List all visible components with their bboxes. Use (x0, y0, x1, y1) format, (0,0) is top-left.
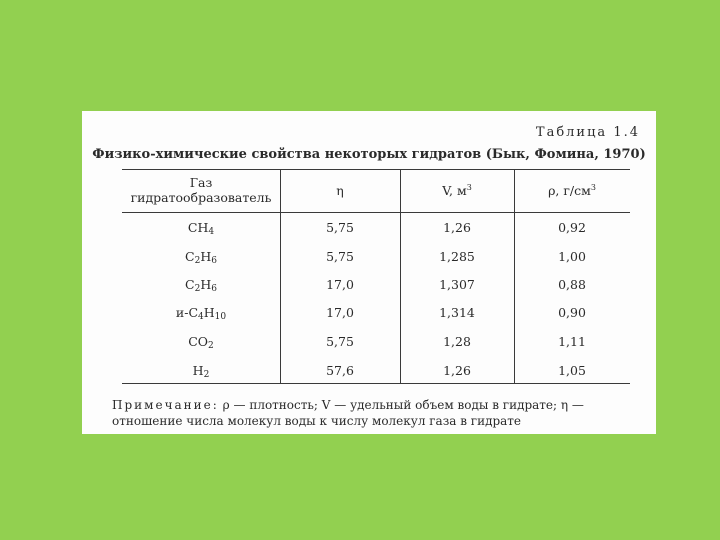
table-cell-gas (122, 363, 280, 380)
formula-subscript: 4 (198, 312, 204, 322)
header-density (514, 183, 630, 198)
formula-subscript: 4 (208, 227, 215, 237)
table-cell-eta: 17,0 (326, 277, 354, 292)
column-divider (280, 169, 281, 383)
table-cell-eta: 57,6 (326, 363, 354, 378)
formula-subscript: 10 (214, 312, 227, 322)
table-cell-v: 1,28 (443, 334, 471, 349)
table-cell-rho: 1,05 (558, 363, 586, 378)
header-volume-text: V, м (442, 183, 467, 198)
formula-part: C (185, 277, 195, 292)
note-text: ρ — плотность; V — удельный объем воды в гидрате; η — отношение числа молекул воды к числу молекул газа в гидрате (112, 398, 584, 428)
table-cell-rho: 0,88 (558, 277, 586, 292)
table-cell-rho: 0,90 (558, 305, 586, 320)
formula-part: и-C (175, 305, 199, 320)
table-caption: Физико-химические свойства некоторых гидратов (Бык, Фомина, 1970) (92, 147, 646, 162)
table-cell-v: 1,314 (439, 305, 475, 320)
header-gas-line2: гидратообразователь (130, 190, 272, 205)
header-gas (122, 175, 280, 205)
formula-part: H (200, 277, 212, 292)
header-bottom-rule (122, 212, 630, 213)
table-cell-gas (122, 334, 280, 351)
formula-part: C (185, 249, 195, 264)
table-cell-eta: 5,75 (326, 220, 354, 235)
table-cell-v: 1,307 (439, 277, 475, 292)
formula-part: H (192, 363, 204, 378)
table-top-rule (122, 169, 630, 170)
table-cell-eta: 5,75 (326, 334, 354, 349)
table-cell-eta: 5,75 (326, 249, 354, 264)
table-cell-v: 1,26 (443, 220, 471, 235)
table-cell-gas (122, 277, 280, 294)
column-divider (514, 169, 515, 383)
note-lead: Примечание: (112, 398, 219, 412)
table-cell-v: 1,26 (443, 363, 471, 378)
table-note (112, 397, 646, 429)
header-density-sup: 3 (590, 183, 596, 192)
formula-subscript: 2 (194, 284, 201, 294)
header-eta: η (336, 183, 344, 198)
table-cell-gas (122, 305, 280, 322)
header-density-text: ρ, г/см (548, 183, 591, 198)
table-cell-rho: 0,92 (558, 220, 586, 235)
table-cell-rho: 1,11 (558, 334, 586, 349)
formula-subscript: 6 (211, 284, 217, 294)
header-gas-line1: Газ (189, 175, 213, 190)
formula-subscript: 2 (203, 370, 210, 380)
table-cell-gas (122, 249, 280, 266)
formula-subscript: 6 (211, 256, 217, 266)
formula-subscript: 2 (194, 256, 201, 266)
scanned-table-page (82, 111, 656, 434)
table-bottom-rule (122, 383, 630, 384)
formula-part: CH (187, 220, 209, 235)
formula-part: H (203, 305, 215, 320)
table-number: Таблица 1.4 (535, 125, 640, 140)
formula-part: H (200, 249, 212, 264)
formula-part: CO (188, 334, 209, 349)
table-cell-gas (122, 220, 280, 237)
header-volume (400, 183, 514, 198)
table-cell-eta: 17,0 (326, 305, 354, 320)
table-cell-rho: 1,00 (558, 249, 586, 264)
table-cell-v: 1,285 (439, 249, 475, 264)
header-volume-sup: 3 (466, 183, 472, 192)
formula-subscript: 2 (208, 341, 214, 351)
column-divider (400, 169, 401, 383)
